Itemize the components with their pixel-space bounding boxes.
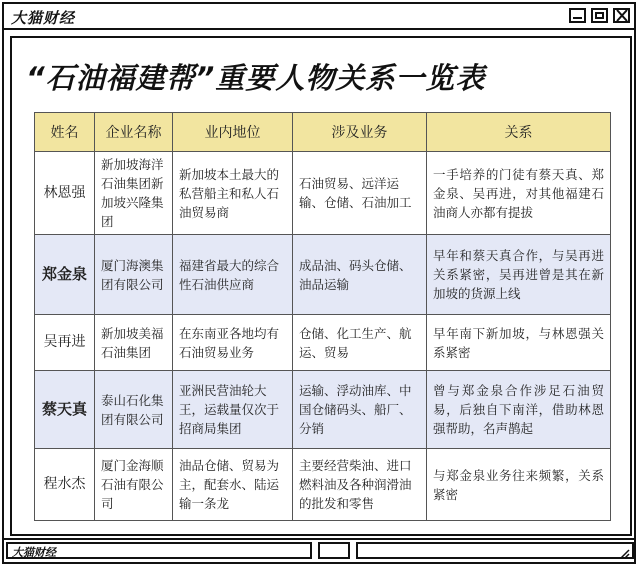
cell-company: 厦门海澳集团有限公司: [95, 235, 173, 315]
header-company: 企业名称: [95, 113, 173, 152]
cell-status: 油品仓储、贸易为主，配套水、陆运输一条龙: [173, 449, 293, 521]
cell-name: 郑金泉: [35, 235, 95, 315]
page-title: “石油福建帮”重要人物关系一览表: [26, 61, 486, 95]
maximize-icon[interactable]: [591, 8, 608, 23]
table-header-row: [35, 113, 611, 152]
cell-name: 程水杰: [35, 449, 95, 521]
cell-business: 主要经营柴油、进口燃料油及各种润滑油的批发和零售: [293, 449, 427, 521]
table-row: [35, 371, 611, 449]
cell-relation: 曾与郑金泉合作涉足石油贸易，后独自下南洋，借助林恩强帮助，名声鹊起: [427, 371, 611, 449]
cell-name: 林恩强: [35, 152, 95, 235]
cell-status: 新加坡本土最大的私营船主和私人石油贸易商: [173, 152, 293, 235]
status-segment-title: [6, 542, 312, 559]
cell-relation: 早年和蔡天真合作，与吴再进关系紧密，吴再进曾是其在新加坡的货源上线: [427, 235, 611, 315]
relationship-table: [34, 112, 611, 521]
content-panel: [10, 36, 632, 536]
cell-status: 亚洲民营油轮大王，运载量仅次于招商局集团: [173, 371, 293, 449]
header-relation: 关系: [427, 113, 611, 152]
cell-relation: 与郑金泉业务往来频繁，关系紧密: [427, 449, 611, 521]
resize-grip-icon[interactable]: [620, 549, 630, 559]
cell-status: 在东南亚各地均有石油贸易业务: [173, 315, 293, 371]
cell-name: 蔡天真: [35, 371, 95, 449]
header-status: 业内地位: [173, 113, 293, 152]
header-name: 姓名: [35, 113, 95, 152]
status-bar: [4, 538, 634, 562]
cell-company: 厦门金海顺石油有限公司: [95, 449, 173, 521]
cell-company: 新加坡美福石油集团: [95, 315, 173, 371]
minimize-icon[interactable]: [569, 8, 586, 23]
table-row: [35, 315, 611, 371]
cell-name: 吴再进: [35, 315, 95, 371]
cell-company: 新加坡海洋石油集团新加坡兴隆集团: [95, 152, 173, 235]
window-frame: [2, 2, 636, 564]
header-business: 涉及业务: [293, 113, 427, 152]
title-bar[interactable]: [4, 4, 634, 30]
table-row: [35, 235, 611, 315]
window-title: 大猫财经: [11, 9, 76, 27]
cell-business: 石油贸易、远洋运输、仓储、石油加工: [293, 152, 427, 235]
close-icon[interactable]: [613, 8, 630, 23]
status-title: 大猫财经: [12, 546, 56, 559]
cell-company: 泰山石化集团有限公司: [95, 371, 173, 449]
cell-business: 仓储、化工生产、航运、贸易: [293, 315, 427, 371]
cell-relation: 一手培养的门徒有蔡天真、郑金泉、吴再进，对其他福建石油商人亦都有提拔: [427, 152, 611, 235]
table-row: [35, 152, 611, 235]
table-row: [35, 449, 611, 521]
cell-business: 运输、浮动油库、中国仓储码头、船厂、分销: [293, 371, 427, 449]
cell-relation: 早年南下新加坡，与林恩强关系紧密: [427, 315, 611, 371]
status-segment-right: [356, 542, 634, 559]
cell-business: 成品油、码头仓储、油品运输: [293, 235, 427, 315]
cell-status: 福建省最大的综合性石油供应商: [173, 235, 293, 315]
status-segment-middle: [318, 542, 350, 559]
